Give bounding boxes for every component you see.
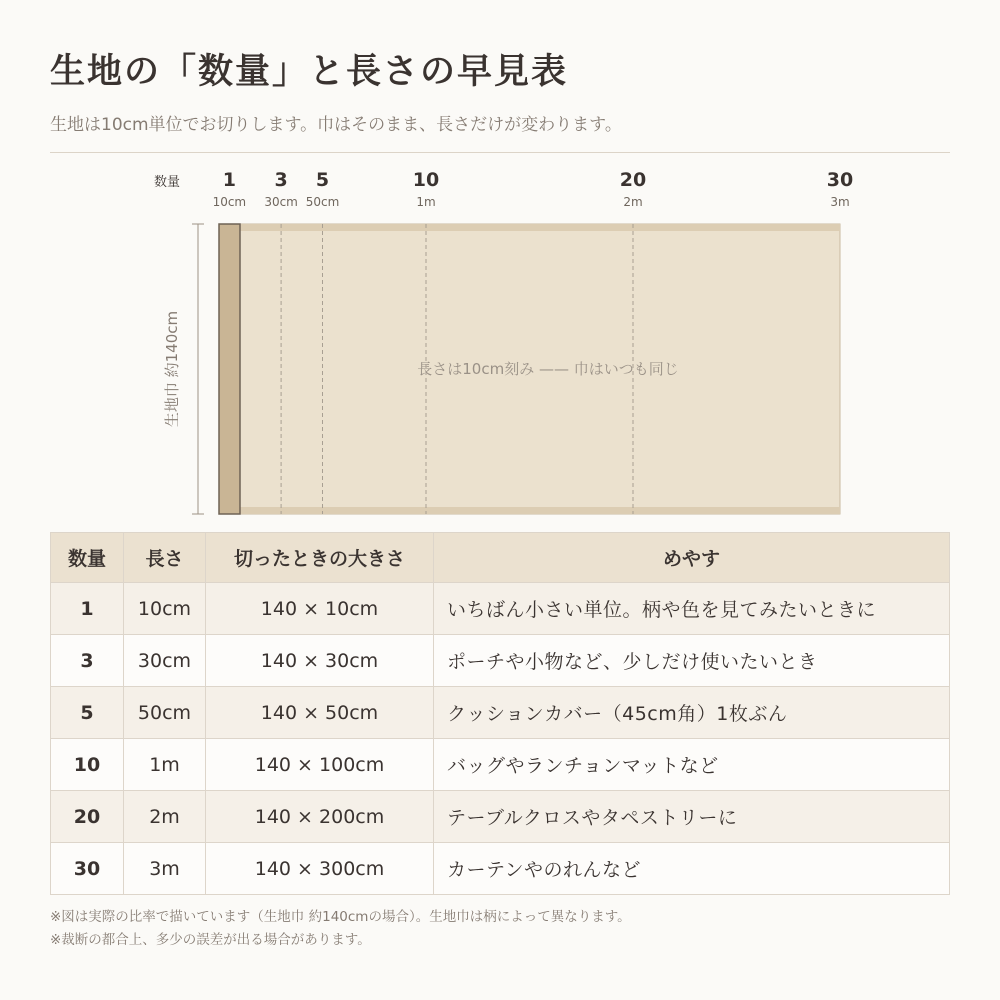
cell-qty: 1: [51, 583, 124, 635]
length-mark-label: 3m: [830, 195, 850, 209]
length-mark-label: 10cm: [212, 195, 247, 209]
cell-qty: 3: [51, 635, 124, 687]
header-qty: 数量: [51, 533, 124, 583]
table-row: [51, 739, 950, 791]
unit-block-10cm: [219, 224, 240, 514]
footnote: ※裁断の都合上、多少の誤差が出る場合があります。: [50, 932, 371, 948]
table-row: [51, 635, 950, 687]
cell-qty: 30: [51, 843, 124, 895]
fabric-selvage-top: [219, 224, 840, 231]
qty-mark-label: 3: [274, 169, 288, 191]
fabric-selvage-bottom: [219, 507, 840, 514]
qty-mark-label: 20: [619, 169, 647, 191]
page-title: 生地の「数量」と長さの早見表: [50, 52, 569, 92]
table-row: [51, 791, 950, 843]
cell-size: 140 × 10cm: [206, 583, 434, 635]
length-mark-label: 2m: [623, 195, 643, 209]
table-row: [51, 687, 950, 739]
fabric-width-label: 生地巾 約140cm: [163, 310, 181, 428]
cell-note: ポーチや小物など、少しだけ使いたいとき: [434, 635, 950, 687]
length-mark-label: 30cm: [264, 195, 298, 209]
cell-length: 50cm: [124, 687, 206, 739]
cell-note: いちばん小さい単位。柄や色を見てみたいときに: [434, 583, 950, 635]
footnotes: [50, 906, 631, 952]
scale-labels: [213, 169, 854, 209]
qty-mark-label: 30: [826, 169, 854, 191]
cell-length: 10cm: [124, 583, 206, 635]
cell-qty: 20: [51, 791, 124, 843]
qty-mark-label: 10: [412, 169, 440, 191]
qty-mark-label: 1: [222, 169, 236, 191]
length-mark-label: 1m: [416, 195, 436, 209]
size-table: [50, 532, 950, 895]
table-header-row: [51, 533, 950, 583]
cell-note: クッションカバー（45cm角）1枚ぶん: [434, 687, 950, 739]
page-subtitle: 生地は10cm単位でお切りします。巾はそのまま、長さだけが変わります。: [50, 115, 622, 135]
cell-size: 140 × 300cm: [206, 843, 434, 895]
cell-qty: 5: [51, 687, 124, 739]
cell-length: 3m: [124, 843, 206, 895]
cell-size: 140 × 30cm: [206, 635, 434, 687]
cell-qty: 10: [51, 739, 124, 791]
cell-length: 2m: [124, 791, 206, 843]
cell-size: 140 × 50cm: [206, 687, 434, 739]
header-length: 長さ: [124, 533, 206, 583]
qty-axis-label: 数量: [153, 175, 181, 190]
header-note: めやす: [434, 533, 950, 583]
cell-size: 140 × 200cm: [206, 791, 434, 843]
table-row: [51, 583, 950, 635]
length-mark-label: 50cm: [305, 195, 340, 209]
cell-note: バッグやランチョンマットなど: [434, 739, 950, 791]
cell-note: カーテンやのれんなど: [434, 843, 950, 895]
cell-note: テーブルクロスやタペストリーに: [434, 791, 950, 843]
qty-mark-label: 5: [315, 169, 330, 191]
cell-length: 1m: [124, 739, 206, 791]
diagram-center-note: 長さは10cm刻み —— 巾はいつも同じ: [417, 360, 679, 378]
header-size: 切ったときの大きさ: [206, 533, 434, 583]
cell-size: 140 × 100cm: [206, 739, 434, 791]
footnote: ※図は実際の比率で描いています（生地巾 約140cmの場合）。生地巾は柄によって異なります。: [50, 909, 631, 925]
table-row: [51, 843, 950, 895]
cell-length: 30cm: [124, 635, 206, 687]
